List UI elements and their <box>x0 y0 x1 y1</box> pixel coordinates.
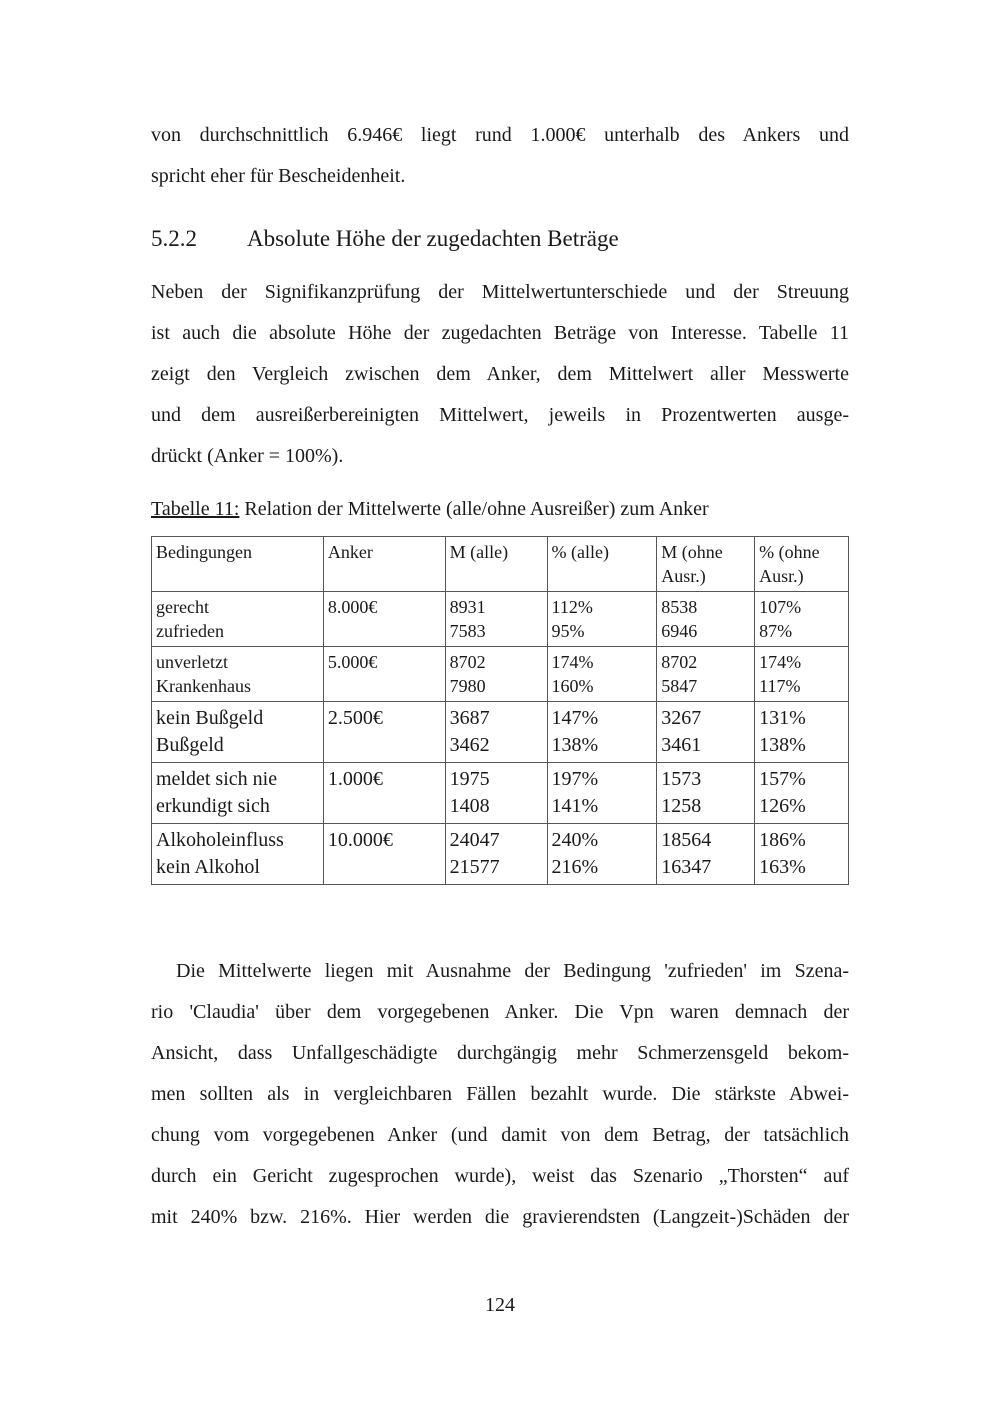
anchor-cell: 5.000€ <box>323 647 445 702</box>
cell-line: meldet sich nie <box>156 768 278 790</box>
mean-all-cell <box>445 824 547 885</box>
cell-line: 186% <box>759 829 806 851</box>
table-row <box>152 702 849 763</box>
cell-line: 1408 <box>449 795 490 817</box>
header-cell: % (ohne Ausr.) <box>755 537 849 592</box>
mean-wo-cell <box>657 592 755 647</box>
mean-all-cell <box>445 763 547 824</box>
header-cell: M (ohne Ausr.) <box>657 537 755 592</box>
caption-text: Relation der Mittelwerte (alle/ohne Ausreißer) zum Anker <box>239 498 709 520</box>
caption-label: Tabelle 11: <box>151 498 240 520</box>
cell-line: gerecht <box>156 597 209 617</box>
cell-line: 197% <box>551 768 599 790</box>
cell-line: 5847 <box>661 676 698 696</box>
table-container <box>151 536 849 885</box>
text-line: rio 'Claudia' über dem vorgegebenen Anker. Die Vpn waren demnach der <box>151 1001 849 1023</box>
cell-line: zufrieden <box>156 621 224 641</box>
table-row <box>152 592 849 647</box>
text-line: durch ein Gericht zugesprochen wurde), weist das Szenario „Thorsten“ auf <box>151 1165 849 1187</box>
pct-all-cell <box>547 763 657 824</box>
cell-line: 8702 <box>661 652 698 672</box>
section-title: Absolute Höhe der zugedachten Beträge <box>247 226 619 251</box>
pct-wo-cell <box>755 824 849 885</box>
text-line: drückt (Anker = 100%). <box>151 445 344 467</box>
anchor-cell: 8.000€ <box>323 592 445 647</box>
discussion-paragraph <box>151 951 849 1238</box>
pct-wo-cell <box>755 647 849 702</box>
cell-line: unverletzt <box>156 652 228 672</box>
text-line: zeigt den Vergleich zwischen dem Anker, dem Mittelwert aller Messwerte <box>151 363 849 385</box>
cell-line: 174% <box>759 652 802 672</box>
cell-line: 112% <box>551 597 593 617</box>
condition-cell <box>152 824 324 885</box>
table-row <box>152 824 849 885</box>
cell-line: 24047 <box>449 829 500 851</box>
table-row <box>152 647 849 702</box>
cell-line: 117% <box>759 676 801 696</box>
cell-line: 21577 <box>449 856 500 878</box>
condition-cell <box>152 647 324 702</box>
mean-wo-cell <box>657 647 755 702</box>
anchor-cell: 2.500€ <box>323 702 445 763</box>
cell-line: 157% <box>759 768 806 790</box>
cell-line: 131% <box>759 707 806 729</box>
cell-line: 1975 <box>449 768 490 790</box>
cell-line: 141% <box>551 795 599 817</box>
cell-line: 163% <box>759 856 806 878</box>
cell-line: 160% <box>551 676 594 696</box>
cell-line: 3687 <box>449 707 490 729</box>
cell-line: 240% <box>551 829 599 851</box>
condition-cell <box>152 592 324 647</box>
mean-wo-cell <box>657 824 755 885</box>
condition-cell <box>152 763 324 824</box>
pct-wo-cell <box>755 592 849 647</box>
header-cell: % (alle) <box>547 537 657 592</box>
text-line: ist auch die absolute Höhe der zugedachten Beträge von Interesse. Tabelle 11 <box>151 322 849 344</box>
anchor-cell: 1.000€ <box>323 763 445 824</box>
table-row <box>152 763 849 824</box>
section-heading <box>151 222 619 256</box>
text-line: von durchschnittlich 6.946€ liegt rund 1.000€ unterhalb des Ankers und <box>151 124 849 146</box>
cell-line: kein Alkohol <box>156 856 260 878</box>
text-line: Neben der Signifikanzprüfung der Mittelwertunterschiede und der Streuung <box>151 281 849 303</box>
mean-all-cell <box>445 702 547 763</box>
cell-line: 1258 <box>661 795 702 817</box>
cell-line: 174% <box>551 652 594 672</box>
cell-line: 138% <box>551 734 599 756</box>
mean-wo-cell <box>657 702 755 763</box>
pct-wo-cell <box>755 763 849 824</box>
cell-line: 16347 <box>661 856 712 878</box>
mean-all-cell <box>445 592 547 647</box>
pct-all-cell <box>547 647 657 702</box>
cell-line: Bußgeld <box>156 734 224 756</box>
cell-line: Alkoholeinfluss <box>156 829 284 851</box>
data-table <box>151 536 849 885</box>
cell-line: 216% <box>551 856 599 878</box>
cell-line: 8538 <box>661 597 698 617</box>
pct-all-cell <box>547 702 657 763</box>
cell-line: erkundigt sich <box>156 795 270 817</box>
text-line: chung vom vorgegebenen Anker (und damit von dem Betrag, der tatsächlich <box>151 1124 849 1146</box>
cell-line: 8931 <box>449 597 486 617</box>
anchor-cell: 10.000€ <box>323 824 445 885</box>
condition-cell <box>152 702 324 763</box>
text-line: men sollten als in vergleichbaren Fällen bezahlt wurde. Die stärkste Abwei- <box>151 1083 849 1105</box>
cell-line: 147% <box>551 707 599 729</box>
cell-line: 1573 <box>661 768 702 790</box>
cell-line: 3267 <box>661 707 702 729</box>
cell-line: 7980 <box>449 676 486 696</box>
text-line: spricht eher für Bescheidenheit. <box>151 165 406 187</box>
cell-line: Krankenhaus <box>156 676 251 696</box>
cell-line: 95% <box>551 621 585 641</box>
table-header-row <box>152 537 849 592</box>
cell-line: 107% <box>759 597 802 617</box>
cell-line: 3461 <box>661 734 702 756</box>
text-line: mit 240% bzw. 216%. Hier werden die gravierendsten (Langzeit-)Schäden der <box>151 1206 849 1228</box>
pct-all-cell <box>547 824 657 885</box>
text-line: Ansicht, dass Unfallgeschädigte durchgängig mehr Schmerzensgeld bekom- <box>151 1042 849 1064</box>
pct-all-cell <box>547 592 657 647</box>
text-line: und dem ausreißerbereinigten Mittelwert, jeweils in Prozentwerten ausge- <box>151 404 849 426</box>
header-cell: Anker <box>323 537 445 592</box>
cell-line: 7583 <box>449 621 486 641</box>
cell-line: 87% <box>759 621 793 641</box>
page-number: 124 <box>485 1294 515 1316</box>
cell-line: kein Bußgeld <box>156 707 264 729</box>
header-cell: Bedingungen <box>152 537 324 592</box>
cell-line: 138% <box>759 734 806 756</box>
mean-all-cell <box>445 647 547 702</box>
intro-paragraph <box>151 115 849 197</box>
text-line: Die Mittelwerte liegen mit Ausnahme der Bedingung 'zufrieden' im Szena- <box>176 960 849 982</box>
cell-line: 126% <box>759 795 806 817</box>
section-number: 5.2.2 <box>151 226 197 251</box>
cell-line: 3462 <box>449 734 490 756</box>
cell-line: 6946 <box>661 621 698 641</box>
pct-wo-cell <box>755 702 849 763</box>
table-caption <box>151 493 709 525</box>
main-paragraph <box>151 272 849 477</box>
cell-line: 8702 <box>449 652 486 672</box>
header-cell: M (alle) <box>445 537 547 592</box>
mean-wo-cell <box>657 763 755 824</box>
cell-line: 18564 <box>661 829 712 851</box>
